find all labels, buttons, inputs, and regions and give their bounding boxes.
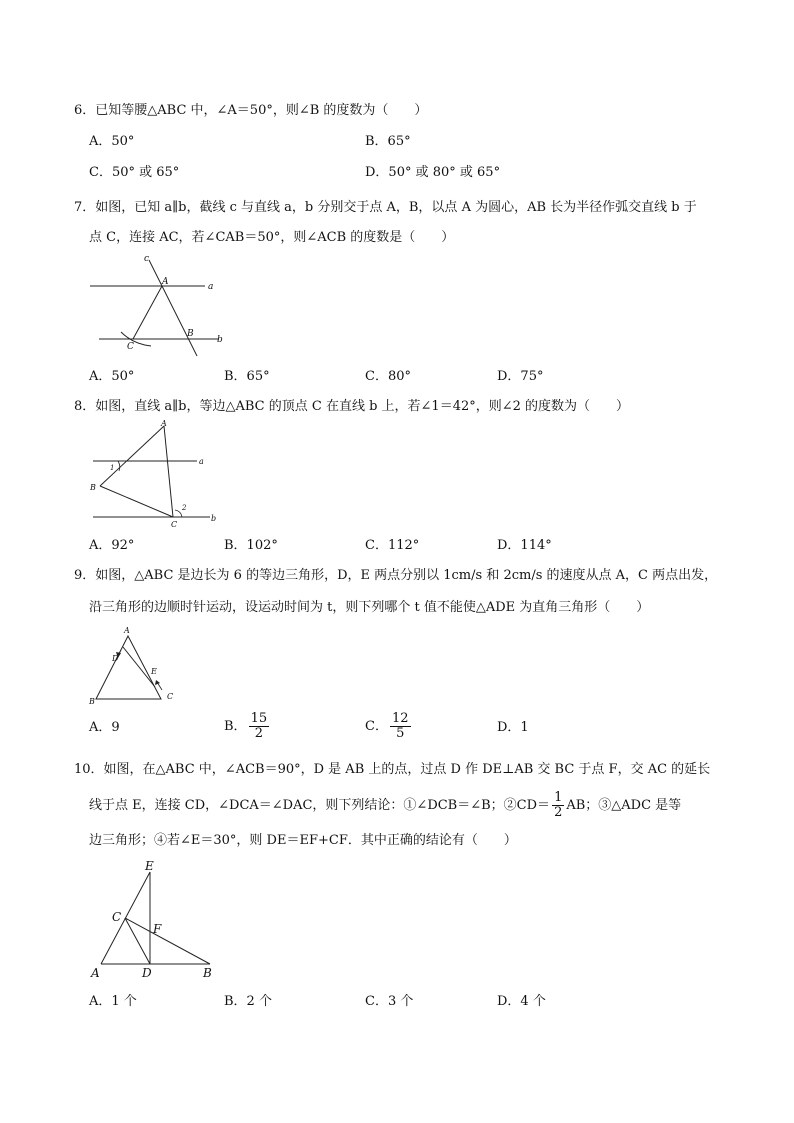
q10-stem-line2-part2: AB；③△ADC 是等 bbox=[566, 798, 682, 813]
question-6-stem: 6．已知等腰△ABC 中，∠A＝50°，则∠B 的度数为（ ） bbox=[74, 103, 428, 118]
q8-option-b[interactable]: B．102° bbox=[224, 538, 278, 553]
q9-option-b-label: B． bbox=[224, 719, 247, 734]
q10-label-F: F bbox=[153, 922, 162, 936]
q9-label-E: E bbox=[151, 667, 157, 676]
q9-option-b-fraction bbox=[249, 712, 270, 741]
q6-option-d[interactable]: D．50° 或 80° 或 65° bbox=[365, 165, 501, 180]
question-10-stem-line1: 10．如图，在△ABC 中，∠ACB＝90°，D 是 AB 上的点，过点 D 作 DE⊥AB 交 BC 于点 F，交 AC 的延长 bbox=[74, 762, 711, 777]
question-10-stem-line3: 边三角形；④若∠E＝30°，则 DE＝EF+CF．其中正确的结论有（ ） bbox=[89, 833, 517, 848]
q7-figure bbox=[85, 252, 235, 362]
question-7-stem-line2: 点 C，连接 AC，若∠CAB＝50°，则∠ACB 的度数是（ ） bbox=[89, 230, 455, 245]
q9-label-C: C bbox=[167, 692, 174, 701]
q7-label-b: b bbox=[217, 335, 223, 345]
q10-label-A: A bbox=[91, 966, 100, 980]
q10-option-b[interactable]: B．2 个 bbox=[224, 994, 272, 1009]
q8-label-a: a bbox=[199, 457, 204, 466]
q10-label-B: B bbox=[203, 966, 212, 980]
q9-label-A: A bbox=[124, 626, 130, 635]
q10-fraction-den: 2 bbox=[554, 805, 563, 820]
q7-option-a[interactable]: A．50° bbox=[89, 369, 135, 384]
q10-figure bbox=[85, 856, 225, 986]
q7-option-c[interactable]: C．80° bbox=[365, 369, 411, 384]
q10-option-c[interactable]: C．3 个 bbox=[365, 994, 414, 1009]
q6-option-b[interactable]: B．65° bbox=[365, 134, 411, 149]
q9-option-d[interactable]: D．1 bbox=[497, 720, 529, 735]
q8-option-c[interactable]: C．112° bbox=[365, 538, 420, 553]
q8-label-B: B bbox=[90, 483, 96, 492]
q9-option-c-fraction bbox=[390, 712, 411, 741]
question-10-stem-line2 bbox=[89, 789, 681, 823]
q8-label-1: 1 bbox=[110, 464, 115, 472]
q9-option-b-num: 15 bbox=[250, 711, 268, 726]
q9-option-b-den: 2 bbox=[254, 726, 263, 741]
q7-label-c: c bbox=[144, 254, 150, 264]
q10-stem-line2-part1: 线于点 E，连接 CD，∠DCA＝∠DAC，则下列结论：①∠DCB＝∠B；②CD＝ bbox=[89, 798, 551, 813]
question-9-stem-line2: 沿三角形的边顺时针运动，设运动时间为 t，则下列哪个 t 值不能使△ADE 为直角三角形（ ） bbox=[89, 600, 650, 615]
q8-label-A: A bbox=[161, 420, 167, 428]
q7-label-A: A bbox=[162, 277, 169, 287]
q9-option-a[interactable]: A．9 bbox=[89, 720, 120, 735]
q8-label-C: C bbox=[171, 520, 178, 529]
q10-option-d[interactable]: D．4 个 bbox=[497, 994, 546, 1009]
q7-option-b[interactable]: B．65° bbox=[224, 369, 270, 384]
q7-label-B: B bbox=[187, 329, 194, 339]
q9-option-c-den: 5 bbox=[396, 726, 405, 741]
q10-option-a[interactable]: A．1 个 bbox=[89, 994, 137, 1009]
question-9-stem-line1: 9．如图，△ABC 是边长为 6 的等边三角形，D，E 两点分别以 1cm/s 和 2cm/s 的速度从点 A，C 两点出发， bbox=[74, 568, 718, 583]
q8-option-a[interactable]: A．92° bbox=[89, 538, 135, 553]
q7-label-C: C bbox=[127, 342, 134, 352]
q10-fraction-half bbox=[552, 791, 564, 820]
question-8-stem: 8．如图，直线 a∥b，等边△ABC 的顶点 C 在直线 b 上，若∠1＝42°，则∠2 的度数为（ ） bbox=[74, 399, 630, 414]
q10-fraction-num: 1 bbox=[554, 790, 563, 805]
q9-option-c-label: C． bbox=[365, 719, 388, 734]
q7-label-a: a bbox=[208, 282, 214, 292]
q6-option-a[interactable]: A．50° bbox=[89, 134, 135, 149]
q9-label-D: D bbox=[112, 654, 119, 663]
q9-figure bbox=[85, 622, 185, 710]
q10-label-E: E bbox=[145, 859, 154, 873]
q9-option-c-num: 12 bbox=[391, 711, 409, 726]
q7-option-d[interactable]: D．75° bbox=[497, 369, 544, 384]
q8-figure bbox=[85, 420, 225, 532]
q9-option-b[interactable] bbox=[224, 712, 271, 741]
q8-option-d[interactable]: D．114° bbox=[497, 538, 552, 553]
q10-label-D: D bbox=[142, 966, 152, 980]
q6-option-c[interactable]: C．50° 或 65° bbox=[89, 165, 180, 180]
q9-label-B: B bbox=[89, 697, 95, 706]
question-7-stem-line1: 7．如图，已知 a∥b，截线 c 与直线 a，b 分别交于点 A，B，以点 A 为圆心，AB 长为半径作弧交直线 b 于 bbox=[74, 200, 697, 215]
q8-label-2: 2 bbox=[182, 504, 187, 512]
q8-label-b: b bbox=[211, 514, 217, 523]
q10-label-C: C bbox=[112, 910, 122, 924]
q9-option-c[interactable] bbox=[365, 712, 413, 741]
